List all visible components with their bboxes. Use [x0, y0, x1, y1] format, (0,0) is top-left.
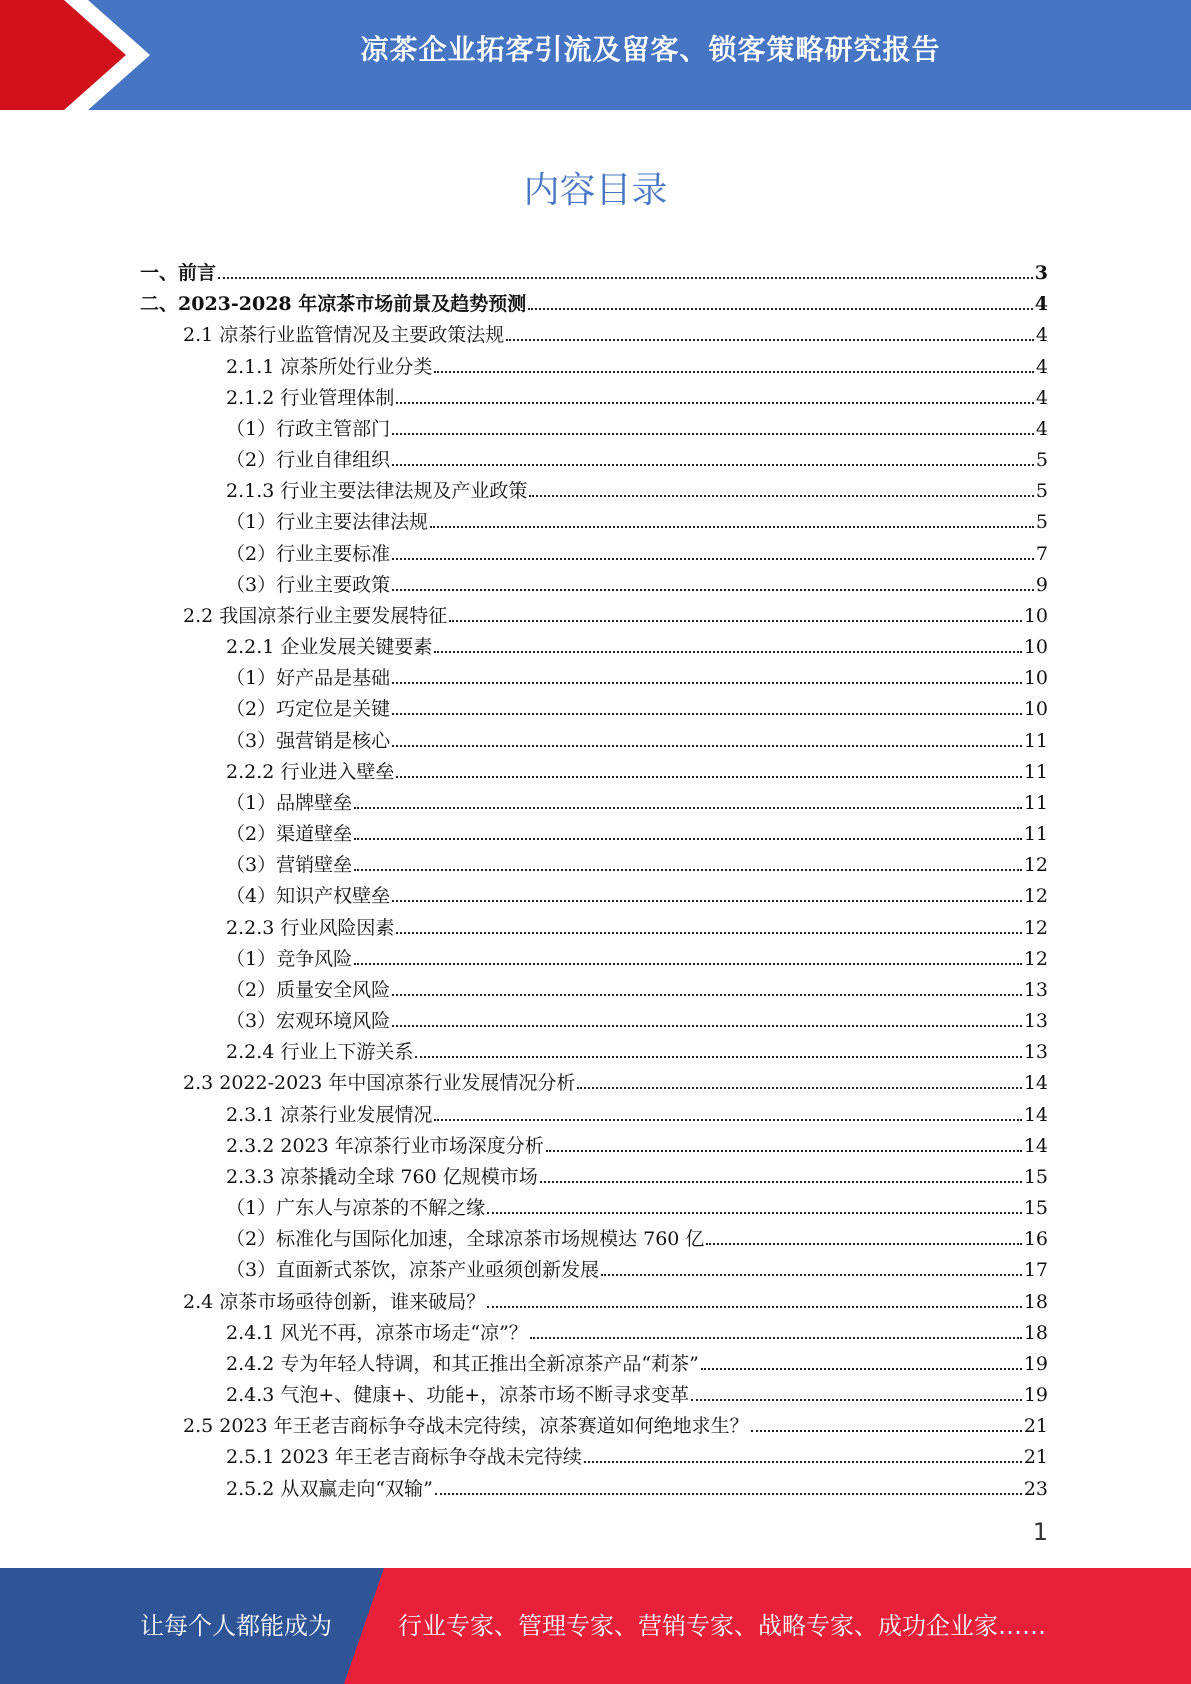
toc-entry-page: 15 [1023, 1197, 1048, 1220]
toc-entry[interactable] [226, 503, 1048, 534]
toc-entry-page: 4 [1035, 355, 1048, 378]
toc-entry-label: 2.2.2 行业进入壁垒 [226, 760, 395, 783]
toc-leader-dots [435, 1493, 1022, 1495]
toc-entry-page: 5 [1035, 480, 1048, 503]
toc-entry[interactable] [226, 815, 1048, 846]
toc-leader-dots [601, 1274, 1022, 1276]
toc-entry[interactable] [226, 1220, 1048, 1251]
toc-entry[interactable] [226, 1470, 1048, 1501]
toc-entry[interactable] [226, 566, 1048, 597]
toc-entry-label: 2.2.4 行业上下游关系 [226, 1041, 414, 1064]
toc-entry-page: 4 [1035, 324, 1048, 347]
toc-entry[interactable] [226, 410, 1048, 441]
toc-entry-label: 2.4 凉茶市场亟待创新，谁来破局？ [183, 1290, 486, 1313]
toc-entry-page: 14 [1023, 1103, 1048, 1126]
toc-entry-label: （1）行业主要法律法规 [226, 511, 429, 534]
toc-entry-label: （2）行业主要标准 [226, 542, 391, 565]
toc-entry-label: （3）强营销是核心 [226, 729, 391, 752]
toc-entry-label: 2.4.3 气泡+、健康+、功能+，凉茶市场不断寻求变革 [226, 1384, 690, 1407]
toc-entry-page: 9 [1035, 573, 1048, 596]
toc-entry[interactable] [226, 1345, 1048, 1376]
toc-entry[interactable] [226, 1033, 1048, 1064]
toc-leader-dots [354, 963, 1022, 965]
toc-entry-label: 2.1 凉茶行业监管情况及主要政策法规 [183, 324, 505, 347]
toc-entry-label: （3）直面新式茶饮，凉茶产业亟须创新发展 [226, 1259, 600, 1282]
toc-entry-label: 2.1.1 凉茶所处行业分类 [226, 355, 433, 378]
toc-entry-page: 11 [1023, 729, 1048, 752]
toc-leader-dots [392, 745, 1022, 747]
toc-leader-dots [354, 807, 1022, 809]
report-title: 凉茶企业拓客引流及留客、锁客策略研究报告 [360, 33, 941, 66]
toc-leader-dots [529, 495, 1034, 497]
toc-entry[interactable] [226, 1096, 1048, 1127]
toc-entry-page: 13 [1023, 1010, 1048, 1033]
toc-entry-label: （3）行业主要政策 [226, 573, 391, 596]
toc-entry-label: （1）好产品是基础 [226, 667, 391, 690]
toc-entry-page: 3 [1034, 262, 1048, 284]
toc-entry-page: 12 [1023, 885, 1048, 908]
toc-leader-dots [430, 526, 1034, 528]
toc-leader-dots [449, 620, 1022, 622]
toc-entry-label: 2.5.2 从双赢走向“双输” [226, 1477, 433, 1500]
toc-entry-page: 14 [1023, 1134, 1048, 1157]
toc-leader-dots [392, 464, 1034, 466]
toc-leader-dots [487, 1212, 1022, 1214]
toc-entry[interactable] [226, 846, 1048, 877]
toc-entry[interactable] [226, 753, 1048, 784]
toc-entry-label: 2.2.1 企业发展关键要素 [226, 636, 433, 659]
toc-leader-dots [354, 838, 1022, 840]
toc-entry-label: 2.1.3 行业主要法律法规及产业政策 [226, 480, 528, 503]
toc-entry-label: 2.5.1 2023 年王老吉商标争夺战未完待续 [226, 1446, 582, 1469]
toc-entry-page: 11 [1023, 823, 1048, 846]
toc-entry-label: 一、前言 [140, 262, 217, 284]
toc-leader-dots [540, 1181, 1022, 1183]
toc-entry-label: （3）宏观环境风险 [226, 1010, 391, 1033]
page-number: 1 [1032, 1518, 1048, 1546]
toc-leader-dots [691, 1399, 1022, 1401]
footer-banner [0, 1568, 1191, 1684]
toc-leader-dots [392, 1025, 1022, 1027]
toc-entry-label: （2）质量安全风险 [226, 978, 391, 1001]
toc-entry-label: 2.4.2 专为年轻人特调，和其正推出全新凉茶产品“莉茶” [226, 1352, 699, 1375]
toc-entry-label: 2.1.2 行业管理体制 [226, 386, 395, 409]
toc-entry[interactable] [226, 877, 1048, 908]
toc-entry[interactable] [226, 784, 1048, 815]
toc-entry[interactable] [183, 1283, 1048, 1314]
toc-leader-dots [354, 869, 1022, 871]
toc-entry[interactable] [226, 722, 1048, 753]
toc-entry[interactable] [226, 535, 1048, 566]
toc-entry-page: 21 [1023, 1415, 1048, 1438]
toc-leader-dots [528, 308, 1033, 310]
toc-entry-page: 21 [1023, 1446, 1048, 1469]
toc-entry-page: 4 [1034, 293, 1048, 316]
toc-entry-label: （1）品牌壁垒 [226, 791, 353, 814]
toc-entry-label: （1）广东人与凉茶的不解之缘 [226, 1197, 486, 1220]
toc-leader-dots [392, 682, 1022, 684]
toc-entry-page: 12 [1023, 854, 1048, 877]
toc-entry[interactable] [226, 1376, 1048, 1407]
toc-leader-dots [751, 1430, 1022, 1432]
toc-leader-dots [506, 339, 1034, 341]
toc-entry[interactable] [226, 1158, 1048, 1189]
toc-leader-dots [434, 1119, 1021, 1121]
toc-leader-dots [701, 1368, 1022, 1370]
toc-entry[interactable] [226, 909, 1048, 940]
toc-entry[interactable] [226, 971, 1048, 1002]
toc-entry-page: 13 [1023, 1041, 1048, 1064]
toc-entry-label: 2.2.3 行业风险因素 [226, 916, 395, 939]
toc-entry-page: 10 [1023, 698, 1048, 721]
toc-entry-label: 2.3.3 凉茶撬动全球 760 亿规模市场 [226, 1165, 538, 1188]
toc-leader-dots [392, 994, 1022, 996]
header-banner [0, 0, 1191, 110]
toc-entry-page: 14 [1023, 1072, 1048, 1095]
toc-entry-label: 2.5 2023 年王老吉商标争夺战未完待续，凉茶赛道如何绝地求生？ [183, 1415, 749, 1438]
toc-entry-page: 19 [1023, 1352, 1048, 1375]
toc-entry[interactable] [226, 659, 1048, 690]
toc-entry-label: 2.3.1 凉茶行业发展情况 [226, 1103, 433, 1126]
toc-entry-page: 11 [1023, 791, 1048, 814]
toc-entry-page: 15 [1023, 1165, 1048, 1188]
toc-entry[interactable] [226, 379, 1048, 410]
toc-entry-label: （4）知识产权壁垒 [226, 885, 391, 908]
toc-entry[interactable] [140, 254, 1048, 285]
toc-entry-page: 10 [1023, 667, 1048, 690]
toc-entry[interactable] [226, 1002, 1048, 1033]
toc-entry[interactable] [183, 316, 1048, 347]
toc-entry-page: 12 [1023, 916, 1048, 939]
footer-slogan-left: 让每个人都能成为 [140, 1612, 332, 1640]
toc-entry-page: 19 [1023, 1384, 1048, 1407]
toc-entry[interactable] [226, 348, 1048, 379]
toc-entry[interactable] [183, 1407, 1048, 1438]
toc-entry-page: 13 [1023, 978, 1048, 1001]
toc-entry-page: 12 [1023, 947, 1048, 970]
toc-entry-label: 二、2023-2028 年凉茶市场前景及趋势预测 [140, 293, 527, 316]
toc-entry-page: 17 [1023, 1259, 1048, 1282]
toc-entry-page: 10 [1023, 636, 1048, 659]
toc-entry-page: 5 [1035, 449, 1048, 472]
toc-leader-dots [434, 371, 1034, 373]
toc-entry[interactable] [226, 1189, 1048, 1220]
toc-entry-page: 23 [1023, 1477, 1048, 1500]
toc-entry-label: 2.3.2 2023 年凉茶行业市场深度分析 [226, 1134, 544, 1157]
toc-leader-dots [530, 1337, 1022, 1339]
toc-entry-label: 2.3 2022-2023 年中国凉茶行业发展情况分析 [183, 1072, 576, 1095]
toc-entry[interactable] [226, 628, 1048, 659]
toc-entry[interactable] [226, 1251, 1048, 1282]
toc-entry[interactable] [226, 441, 1048, 472]
toc-leader-dots [434, 651, 1021, 653]
toc-entry-page: 5 [1035, 511, 1048, 534]
toc-entry[interactable] [226, 472, 1048, 503]
toc-entry-page: 18 [1023, 1321, 1048, 1344]
toc-leader-dots [392, 713, 1022, 715]
toc-leader-dots [487, 1306, 1022, 1308]
toc-leader-dots [392, 900, 1022, 902]
toc-entry-label: （2）行业自律组织 [226, 449, 391, 472]
toc-entry-page: 18 [1023, 1290, 1048, 1313]
toc-entry[interactable] [226, 1127, 1048, 1158]
toc-leader-dots [396, 402, 1034, 404]
toc-entry[interactable] [226, 690, 1048, 721]
toc-entry-page: 11 [1023, 760, 1048, 783]
toc-entry-label: （2）巧定位是关键 [226, 698, 391, 721]
toc-entry-label: 2.2 我国凉茶行业主要发展特征 [183, 604, 448, 627]
toc-entry-page: 4 [1035, 417, 1048, 440]
toc-leader-dots [577, 1087, 1021, 1089]
toc-entry-label: （2）标准化与国际化加速，全球凉茶市场规模达 760 亿 [226, 1228, 705, 1251]
toc-entry-label: （3）营销壁垒 [226, 854, 353, 877]
toc-entry[interactable] [140, 285, 1048, 316]
toc-entry-label: （1）竞争风险 [226, 947, 353, 970]
toc-entry-page: 10 [1023, 604, 1048, 627]
toc-entry[interactable] [183, 1064, 1048, 1095]
toc-leader-dots [706, 1243, 1021, 1245]
toc-leader-dots [396, 776, 1021, 778]
toc-entry-label: （2）渠道壁垒 [226, 823, 353, 846]
toc-leader-dots [584, 1461, 1022, 1463]
toc-leader-dots [415, 1056, 1021, 1058]
toc-leader-dots [396, 932, 1021, 934]
toc-entry[interactable] [226, 1314, 1048, 1345]
toc-title: 内容目录 [523, 170, 668, 211]
toc-entry-page: 16 [1023, 1228, 1048, 1251]
toc-leader-dots [218, 277, 1033, 279]
toc-leader-dots [392, 589, 1034, 591]
toc-leader-dots [392, 558, 1034, 560]
toc-entry[interactable] [226, 1438, 1048, 1469]
footer-slogan-right: 行业专家、管理专家、营销专家、战略专家、成功企业家…… [398, 1612, 1046, 1640]
toc-entry-page: 7 [1035, 542, 1048, 565]
toc-entry[interactable] [183, 597, 1048, 628]
toc-leader-dots [392, 433, 1034, 435]
toc-entry[interactable] [226, 940, 1048, 971]
toc-entry-label: 2.4.1 风光不再，凉茶市场走“凉”？ [226, 1321, 528, 1344]
toc-entry-label: （1）行政主管部门 [226, 417, 391, 440]
toc-leader-dots [546, 1150, 1022, 1152]
toc-entry-page: 4 [1035, 386, 1048, 409]
